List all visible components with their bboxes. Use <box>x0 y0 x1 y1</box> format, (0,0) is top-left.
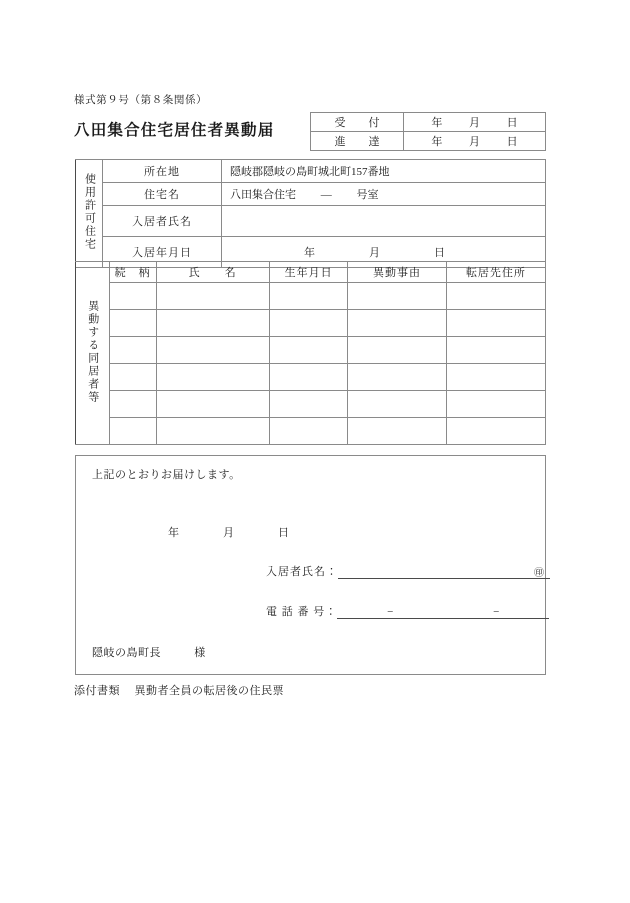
housing-label-resident: 入居者氏名 <box>103 206 222 237</box>
declaration-lead-text: 上記のとおりお届けします。 <box>92 469 241 481</box>
cell-newaddress[interactable] <box>446 310 545 337</box>
housing-row-name <box>76 183 546 206</box>
cell-name[interactable] <box>156 391 269 418</box>
housing-table <box>75 159 546 268</box>
movein-month: 月 <box>369 247 380 259</box>
receipt-date-acceptance[interactable] <box>404 113 546 132</box>
housing-value-resident[interactable] <box>222 206 546 237</box>
cell-birthdate[interactable] <box>269 364 347 391</box>
receipt-label-acceptance: 受 付 <box>311 113 404 132</box>
declaration-date[interactable] <box>168 524 289 540</box>
receipt-box <box>310 112 546 151</box>
movers-vertical-label: 異動する同居者等 <box>76 262 110 445</box>
cell-reason[interactable] <box>348 364 446 391</box>
page-title: 八田集合住宅居住者異動届 <box>74 122 275 139</box>
housing-row-resident <box>76 206 546 237</box>
cell-newaddress[interactable] <box>446 283 545 310</box>
cell-birthdate[interactable] <box>269 283 347 310</box>
housing-building-name: 八田集合住宅 <box>230 189 296 201</box>
declaration-day: 日 <box>278 527 289 539</box>
acceptance-year: 年 <box>431 117 443 129</box>
housing-value-name[interactable] <box>222 183 546 206</box>
cell-reason[interactable] <box>348 391 446 418</box>
forwarding-month: 月 <box>468 136 480 148</box>
table-row <box>76 391 546 418</box>
addressee-honorific: 様 <box>194 647 206 659</box>
housing-label-address: 所在地 <box>103 160 222 183</box>
housing-row-address <box>76 160 546 183</box>
cell-relation[interactable] <box>109 391 156 418</box>
seal-icon: ㊞ <box>534 568 544 579</box>
receipt-date-forwarding[interactable] <box>404 132 546 151</box>
acceptance-month: 月 <box>468 117 480 129</box>
form-number: 様式第９号（第８条関係） <box>74 95 208 106</box>
signature-name-line <box>266 563 544 579</box>
cell-newaddress[interactable] <box>446 337 545 364</box>
phone-separator-2: − <box>493 606 500 618</box>
column-header-relation: 続 柄 <box>109 262 156 283</box>
housing-vertical-label: 使用許可住宅 <box>76 160 103 268</box>
receipt-row-acceptance <box>311 113 546 132</box>
table-row <box>76 418 546 445</box>
acceptance-day: 日 <box>506 117 518 129</box>
cell-name[interactable] <box>156 283 269 310</box>
cell-reason[interactable] <box>348 283 446 310</box>
cell-name[interactable] <box>156 364 269 391</box>
addressee-line <box>92 644 206 660</box>
housing-dash: — <box>320 189 332 201</box>
cell-birthdate[interactable] <box>269 418 347 445</box>
cell-newaddress[interactable] <box>446 418 545 445</box>
cell-reason[interactable] <box>348 337 446 364</box>
housing-unit-suffix: 号室 <box>356 189 379 201</box>
cell-birthdate[interactable] <box>269 310 347 337</box>
signature-phone-input[interactable] <box>337 606 549 619</box>
addressee-name: 隠岐の島町長 <box>92 647 161 659</box>
column-header-name: 氏 名 <box>156 262 269 283</box>
signature-phone-label: 電 話 番 号： <box>266 606 338 618</box>
receipt-row-forwarding <box>311 132 546 151</box>
forwarding-year: 年 <box>431 136 443 148</box>
cell-newaddress[interactable] <box>446 364 545 391</box>
cell-reason[interactable] <box>348 418 446 445</box>
cell-reason[interactable] <box>348 310 446 337</box>
housing-label-name: 住宅名 <box>103 183 222 206</box>
signature-phone-line <box>266 603 549 619</box>
table-row <box>76 364 546 391</box>
movers-table <box>75 261 546 445</box>
column-header-newaddress: 転居先住所 <box>446 262 545 283</box>
phone-separator-1: − <box>387 606 394 618</box>
attachment-note <box>74 682 284 698</box>
cell-relation[interactable] <box>109 418 156 445</box>
attachment-text: 異動者全員の転居後の住民票 <box>134 685 284 697</box>
attachment-label: 添付書類 <box>74 685 120 697</box>
cell-relation[interactable] <box>109 364 156 391</box>
cell-relation[interactable] <box>109 310 156 337</box>
cell-name[interactable] <box>156 418 269 445</box>
movein-year: 年 <box>304 247 315 259</box>
declaration-box <box>75 455 546 675</box>
signature-name-label: 入居者氏名： <box>266 566 338 578</box>
signature-name-input[interactable] <box>338 566 550 579</box>
receipt-label-forwarding: 進 達 <box>311 132 404 151</box>
movers-header-row <box>76 262 546 283</box>
declaration-month: 月 <box>223 527 234 539</box>
cell-name[interactable] <box>156 310 269 337</box>
housing-value-address[interactable]: 隠岐郡隠岐の島町城北町157番地 <box>222 160 546 183</box>
declaration-year: 年 <box>168 527 179 539</box>
column-header-birthdate: 生年月日 <box>269 262 347 283</box>
cell-name[interactable] <box>156 337 269 364</box>
cell-birthdate[interactable] <box>269 391 347 418</box>
table-row <box>76 283 546 310</box>
movein-day: 日 <box>434 247 445 259</box>
housing-label-movein-date: 入居年月日 <box>103 237 222 268</box>
column-header-reason: 異動事由 <box>348 262 446 283</box>
forwarding-day: 日 <box>506 136 518 148</box>
cell-relation[interactable] <box>109 283 156 310</box>
table-row <box>76 337 546 364</box>
cell-relation[interactable] <box>109 337 156 364</box>
cell-newaddress[interactable] <box>446 391 545 418</box>
cell-birthdate[interactable] <box>269 337 347 364</box>
table-row <box>76 310 546 337</box>
